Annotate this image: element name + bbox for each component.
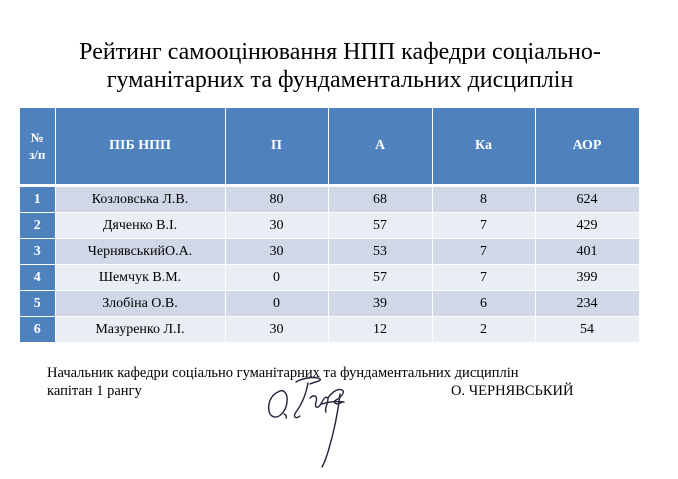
table-row: [20, 239, 639, 265]
row-p: 0: [225, 265, 328, 291]
row-name: Злобіна О.В.: [55, 291, 225, 317]
row-ka: 7: [432, 213, 535, 239]
row-name: Мазуренко Л.І.: [55, 317, 225, 343]
row-name: Шемчук В.М.: [55, 265, 225, 291]
row-number: 3: [20, 239, 55, 265]
row-name: Козловська Л.В.: [55, 186, 225, 213]
table-row: [20, 265, 639, 291]
row-number: 1: [20, 186, 55, 213]
row-ka: 2: [432, 317, 535, 343]
table-row: [20, 213, 639, 239]
row-p: 30: [225, 213, 328, 239]
row-aor: 624: [535, 186, 639, 213]
table-row: [20, 291, 639, 317]
document-title: [40, 38, 640, 94]
row-name: Дяченко В.І.: [55, 213, 225, 239]
rank-label: капітан 1 рангу: [47, 383, 142, 399]
signer-name: О. ЧЕРНЯВСЬКИЙ: [451, 383, 574, 399]
header-ka: Ка: [432, 108, 535, 186]
title-line-2: гуманітарних та фундаментальних дисциплін: [106, 67, 574, 93]
title-line-1: Рейтинг самооцінювання НПП кафедри соціально-: [79, 39, 601, 65]
row-a: 57: [328, 213, 432, 239]
row-ka: 8: [432, 186, 535, 213]
handwritten-signature: [262, 368, 372, 468]
row-ka: 7: [432, 265, 535, 291]
position-title: Начальник кафедри соціально гуманітарних та фундаментальних дисциплін: [47, 365, 519, 381]
row-ka: 6: [432, 291, 535, 317]
row-a: 53: [328, 239, 432, 265]
row-a: 12: [328, 317, 432, 343]
rating-table: [20, 108, 640, 343]
row-a: 57: [328, 265, 432, 291]
row-p: 0: [225, 291, 328, 317]
row-number: 5: [20, 291, 55, 317]
row-p: 30: [225, 239, 328, 265]
table-row: [20, 186, 639, 213]
row-name: ЧернявськийО.А.: [55, 239, 225, 265]
table-header-row: [20, 108, 639, 186]
header-number: № з/п: [20, 108, 55, 186]
row-aor: 54: [535, 317, 639, 343]
row-aor: 399: [535, 265, 639, 291]
row-p: 30: [225, 317, 328, 343]
row-ka: 7: [432, 239, 535, 265]
table-row: [20, 317, 639, 343]
header-name: ПІБ НПП: [55, 108, 225, 186]
header-p: П: [225, 108, 328, 186]
row-aor: 429: [535, 213, 639, 239]
row-a: 39: [328, 291, 432, 317]
header-aor: АОР: [535, 108, 639, 186]
row-number: 4: [20, 265, 55, 291]
header-a: А: [328, 108, 432, 186]
row-number: 2: [20, 213, 55, 239]
row-p: 80: [225, 186, 328, 213]
row-number: 6: [20, 317, 55, 343]
row-a: 68: [328, 186, 432, 213]
row-aor: 401: [535, 239, 639, 265]
row-aor: 234: [535, 291, 639, 317]
